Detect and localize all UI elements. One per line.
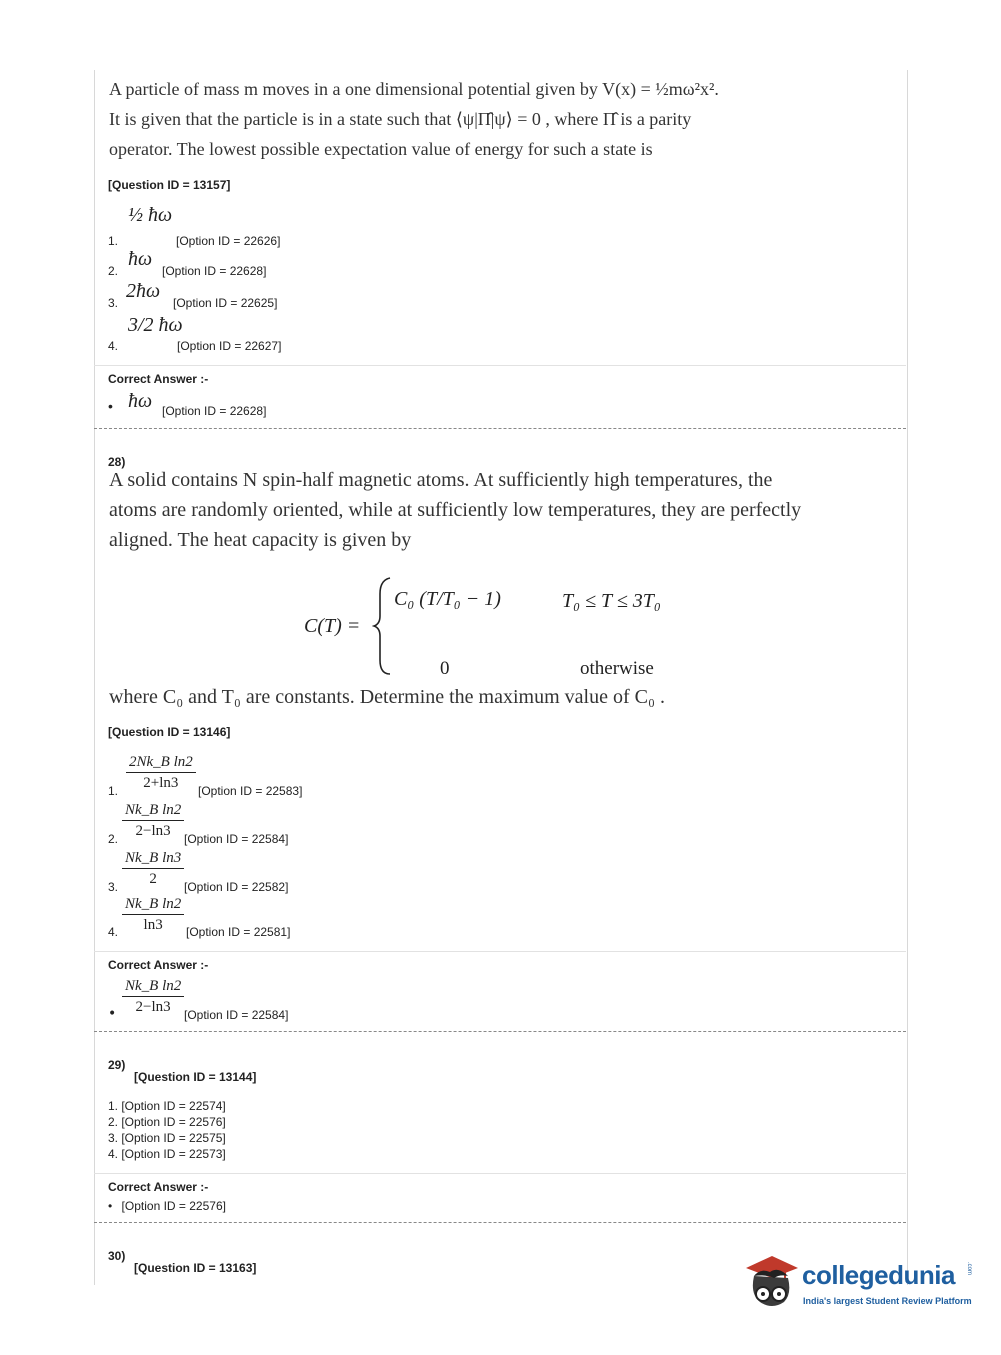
bullet-icon: •	[108, 1199, 116, 1213]
question-separator	[94, 1222, 906, 1223]
q27-question-id: [Question ID = 13157]	[108, 178, 231, 192]
q28-option-2-numerator: Nk_B ln2	[122, 800, 184, 821]
q28-option-4-id: [Option ID = 22581]	[186, 925, 291, 939]
collegedunia-logo	[740, 1248, 980, 1318]
q28-option-1-fraction	[126, 752, 196, 793]
q28-option-1-numerator: 2Nk_B ln2	[126, 752, 196, 773]
q29-correct-id: [Option ID = 22576]	[121, 1199, 226, 1213]
q28-equation	[300, 570, 720, 685]
q28-option-4-fraction	[122, 894, 184, 935]
q28-correct-label: Correct Answer :-	[108, 958, 209, 972]
equation-condition-1: T₀ ≤ T ≤ 3T₀	[562, 590, 661, 612]
q27-option-2-expr: ħω	[128, 248, 153, 270]
q27-option-1-id: [Option ID = 22626]	[176, 234, 281, 248]
q27-correct-id: [Option ID = 22628]	[162, 404, 267, 418]
q27-correct-answer	[108, 390, 508, 420]
logo-tagline: India's largest Student Review Platform	[803, 1296, 972, 1306]
q27-option-1-number: 1.	[108, 234, 119, 248]
q28-option-4-number: 4.	[108, 925, 119, 939]
q28-option-4-numerator: Nk_B ln2	[122, 894, 184, 915]
q27-option-1-expr: ½ ħω	[128, 204, 173, 226]
q28-option-2-denominator: 2−ln3	[135, 823, 171, 839]
q27-line1: A particle of mass m moves in a one dimensional potential given by V(x) = ½mω²x².	[109, 79, 719, 99]
q29-correct-label: Correct Answer :-	[108, 1180, 209, 1194]
q27-text	[109, 74, 889, 164]
q28-option-3-id: [Option ID = 22582]	[184, 880, 289, 894]
q27-option-4-expr: 3/2 ħω	[128, 314, 183, 336]
q28-option-2-number: 2.	[108, 832, 119, 846]
q28-option-1-number: 1.	[108, 784, 119, 798]
q29-option-4: 4. [Option ID = 22573]	[108, 1147, 226, 1161]
q28-option-1-id: [Option ID = 22583]	[198, 784, 303, 798]
q27-option-4-number: 4.	[108, 339, 119, 353]
q29-question-id: [Question ID = 13144]	[134, 1070, 257, 1084]
q28-correct-denominator: 2−ln3	[135, 999, 171, 1015]
q28-line4: where C₀ and T₀ are constants. Determine the maximum value of C₀ .	[109, 686, 665, 708]
q28-option-3-denominator: 2	[149, 871, 157, 887]
logo-wordmark: collegedunia	[802, 1260, 955, 1290]
divider	[94, 951, 906, 952]
left-brace-icon	[372, 576, 394, 676]
question-separator	[94, 428, 906, 429]
q28-line2: atoms are randomly oriented, while at sufficiently low temperatures, they are perfectly	[109, 499, 802, 521]
equation-case-2: 0	[440, 658, 450, 679]
q27-option-3-expr: 2ħω	[126, 280, 161, 302]
q29-option-3: 3. [Option ID = 22575]	[108, 1131, 226, 1145]
q28-option-2-fraction	[122, 800, 184, 841]
q27-option-3-id: [Option ID = 22625]	[173, 296, 278, 310]
q28-option-3-numerator: Nk_B ln3	[122, 848, 184, 869]
q29-options	[108, 1098, 226, 1162]
q28-text	[109, 465, 889, 555]
q27-option-2-id: [Option ID = 22628]	[162, 264, 267, 278]
q27-option-4-id: [Option ID = 22627]	[177, 339, 282, 353]
q27-correct-expr: ħω	[128, 390, 153, 412]
equation-condition-2: otherwise	[580, 658, 654, 679]
q27-option-2-number: 2.	[108, 264, 119, 278]
q28-option-3-fraction	[122, 848, 184, 889]
q29-option-2: 2. [Option ID = 22576]	[108, 1115, 226, 1129]
q28-correct-numerator: Nk_B ln2	[122, 976, 184, 997]
divider	[94, 1173, 906, 1174]
q27-line3: operator. The lowest possible expectation value of energy for such a state is	[109, 139, 653, 159]
q28-number: 28)	[108, 455, 126, 469]
q28-correct-id: [Option ID = 22584]	[184, 1008, 289, 1022]
q28-line3: aligned. The heat capacity is given by	[109, 529, 412, 551]
q28-correct-fraction	[122, 976, 184, 1017]
q27-line2: It is given that the particle is in a state such that ⟨ψ|Π̂|ψ⟩ = 0 , where Π̂ is a parity	[109, 109, 692, 129]
q29-correct-answer	[108, 1199, 226, 1213]
q28-correct-answer	[108, 976, 508, 1026]
q28-question-id: [Question ID = 13146]	[108, 725, 231, 739]
q27-option-3-number: 3.	[108, 296, 119, 310]
bullet-icon: •	[108, 398, 113, 414]
q30-question-id: [Question ID = 13163]	[134, 1261, 257, 1275]
q28-options	[108, 752, 508, 942]
logo-domain-mark: .com	[966, 1262, 972, 1276]
equation-lhs: C(T) =	[304, 615, 361, 637]
mascot-icon	[740, 1250, 802, 1312]
question-separator	[94, 1031, 906, 1032]
q28-option-4-denominator: ln3	[143, 917, 163, 933]
q28-option-2-id: [Option ID = 22584]	[184, 832, 289, 846]
q29-option-1: 1. [Option ID = 22574]	[108, 1099, 226, 1113]
divider	[94, 365, 906, 366]
q28-line1: A solid contains N spin-half magnetic atoms. At sufficiently high temperatures, the	[109, 469, 773, 491]
q27-correct-label: Correct Answer :-	[108, 372, 209, 386]
q28-option-3-number: 3.	[108, 880, 119, 894]
q28-option-1-denominator: 2+ln3	[143, 775, 179, 791]
bullet-icon: •	[108, 1006, 117, 1022]
equation-case-1: C₀ (T/T₀ − 1)	[394, 588, 501, 610]
q29-number: 29)	[108, 1058, 126, 1072]
q30-number: 30)	[108, 1249, 126, 1263]
